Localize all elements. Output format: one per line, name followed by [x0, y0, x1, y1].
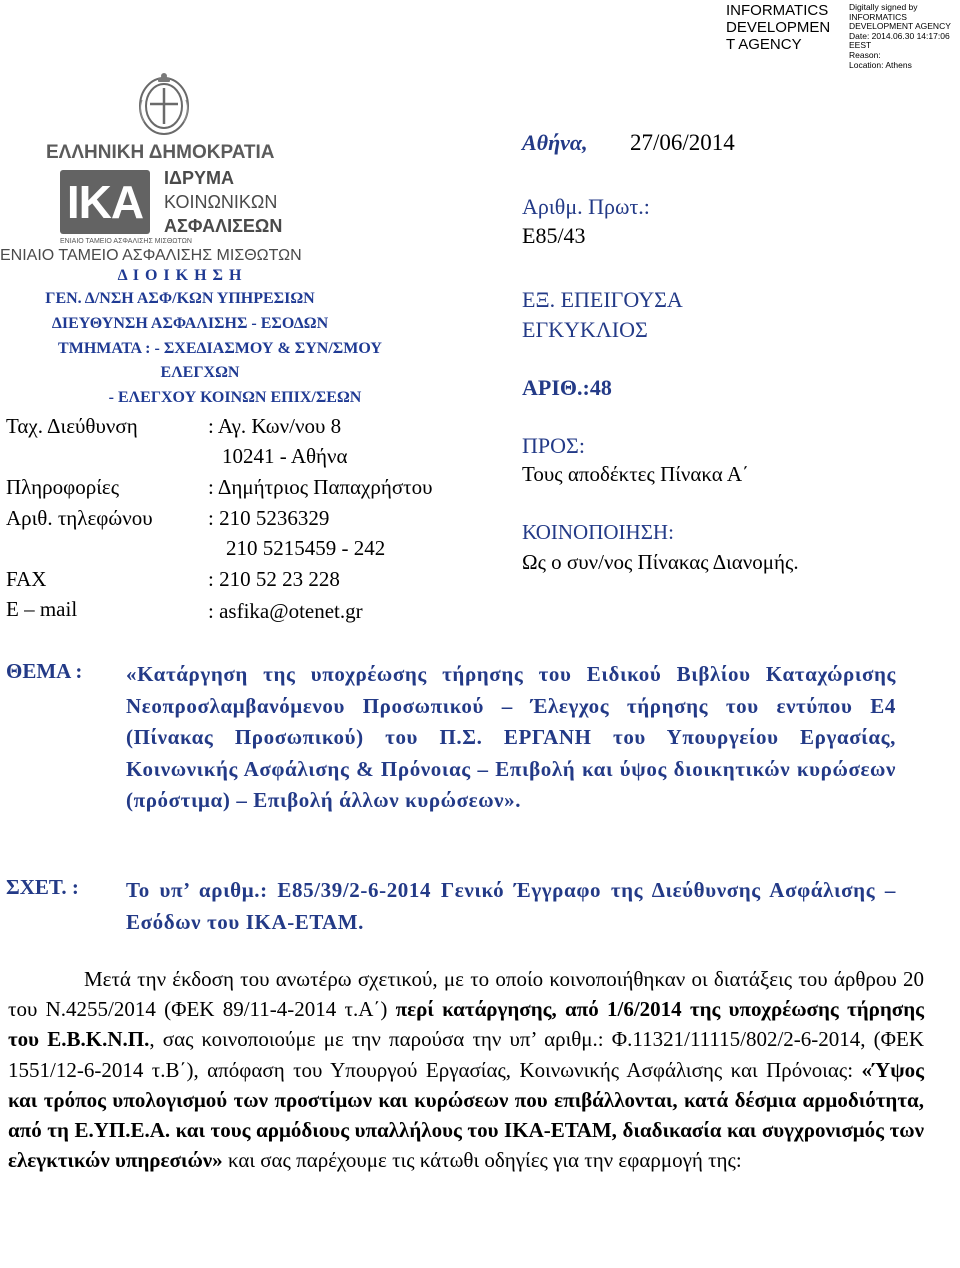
- signature-organization: [726, 2, 846, 53]
- address-label: Ταχ. Διεύθυνση: [6, 414, 138, 438]
- ika-logo-subtitle: ΕΝΙΑΙΟ ΤΑΜΕΙΟ ΑΣΦΑΛΙΣΗΣ ΜΙΣΘΩΤΩΝ: [60, 238, 192, 245]
- phone-value: : 210 5236329: [208, 506, 330, 530]
- protocol-label: Αριθμ. Πρωτ.:: [522, 194, 650, 219]
- logo-republic-text: ΕΛΛΗΝΙΚΗ ΔΗΜΟΚΡΑΤΙΑ: [46, 142, 275, 163]
- signature-detail-line: Date: 2014.06.30 14:17:06: [849, 30, 950, 41]
- ika-logo-letters: IKA: [66, 176, 144, 228]
- recipients-value: Τους αποδέκτες Πίνακα Α΄: [522, 462, 750, 486]
- fax-label: FAX: [6, 567, 47, 591]
- header-directorate: ΔΙΕΥΘΥΝΣΗ ΑΣΦΑΛΙΣΗΣ - ΕΣΟΔΩΝ: [51, 315, 329, 332]
- logo-idryma-text: ΙΔΡΥΜΑ: [164, 168, 234, 188]
- signature-detail-line: Reason:: [849, 49, 881, 60]
- recipients-label: ΠΡΟΣ:: [522, 433, 585, 458]
- signature-org-line: T AGENCY: [726, 36, 802, 53]
- notification-label: ΚΟΙΝΟΠΟΙΗΣΗ:: [522, 520, 674, 544]
- signature-detail-line: DEVELOPMENT AGENCY: [849, 21, 951, 32]
- body-text: Μετά την έκδοση του ανωτέρω σχετικού, με το οποίο κοινοποιήθηκαν οι διατάξεις του άρθρου 20 του Ν.4255/2014 (ΦΕΚ 89/11-4-2014 τ.Α΄): [8, 967, 924, 1022]
- notification-value: Ως ο συν/νος Πίνακας Διανομής.: [522, 550, 799, 574]
- logo-entity-text: ΕΝΙΑΙΟ ΤΑΜΕΙΟ ΑΣΦΑΛΙΣΗΣ ΜΙΣΘΩΤΩΝ: [0, 247, 302, 264]
- signature-detail-line: EEST: [849, 40, 872, 51]
- body-paragraph: [8, 964, 924, 1175]
- ika-logo-mark: [60, 170, 150, 234]
- subject-label: ΘΕΜΑ :: [6, 659, 83, 683]
- circular-label: ΕΓΚΥΚΛΙΟΣ: [522, 317, 648, 342]
- contact-person-value: : Δημήτριος Παπαχρήστου: [208, 475, 433, 499]
- protocol-number: Ε85/43: [522, 223, 586, 248]
- logo-koinonikon-text: ΚΟΙΝΩΝΙΚΩΝ: [164, 192, 278, 212]
- signature-detail-line: Location: Athens: [849, 59, 912, 70]
- header-administration: Δ Ι Ο Ι Κ Η Σ Η: [117, 267, 243, 284]
- phone-label: Αριθ. τηλεφώνου: [6, 506, 153, 530]
- contact-person-label: Πληροφορίες: [6, 475, 120, 499]
- header-general-directorate: ΓΕΝ. Δ/ΝΣΗ ΑΣΦ/ΚΩΝ ΥΠΗΡΕΣΙΩΝ: [45, 290, 315, 307]
- body-text: και σας παρέχουμε τις κάτωθι οδηγίες για την εφαρμογή της:: [222, 1148, 742, 1173]
- address-value: : Αγ. Κων/νου 8: [208, 414, 342, 438]
- signature-detail-line: INFORMATICS: [849, 11, 907, 22]
- document-date: 27/06/2014: [630, 130, 735, 155]
- subject-text: «Κατάργηση της υποχρέωσης τήρησης του Ειδικού Βιβλίου Καταχώρισης Νεοπροσλαμβανόμενου Προσωπικού – Έλεγχος τήρησης του εντύπου Ε4 (Πίνακας Προσωπικού) του Π.Σ. ΕΡΓΑΝΗ του Υπουργείου Εργασίας, Κοινωνικής Ασφάλισης & Πρόνοιας – Επιβολή και ύψος διοικητικών κυρώσεων (πρόστιμα) – Επιβολή άλλων κυρώσεων».: [126, 662, 896, 812]
- logo-asfaliseon-text: ΑΣΦΑΛΙΣΕΩΝ: [164, 216, 283, 236]
- body-bold-text: περί κατάργησης, από 1/6/2014 της υποχρέωσης τήρησης του Ε.Β.Κ.Ν.Π.: [8, 997, 924, 1052]
- body-text: , σας κοινοποιούμε με την παρούσα την υπ’ αριθμ.: Φ.11321/11115/802/2-6-2014, (ΦΕΚ 1551/12-6-2014 τ.Β΄), απόφαση του Υπουργού Εργασίας, Κοινωνικής Ασφάλισης και Πρόνοιας:: [8, 1027, 925, 1082]
- body-bold-text: «Ύψος και τρόπος υπολογισμού των προστίμων και κυρώσεων που επιβάλλονται, κατά δέσμια αρμοδιότητα, από τη Ε.ΥΠ.Ε.Α. και τους αρμόδιους υπαλλήλους του ΙΚΑ-ΕΤΑΜ, διαδικασία και συγχρονισμός των ελεγκτικών υπηρεσιών»: [8, 1057, 924, 1173]
- circular-number: ΑΡΙΘ.:48: [522, 375, 612, 400]
- email-label: E – mail: [6, 597, 78, 621]
- signature-org-line: INFORMATICS: [726, 2, 829, 19]
- signature-details: [849, 3, 960, 70]
- signature-detail-line: Digitally signed by: [849, 2, 918, 12]
- reference-label: ΣΧΕΤ. :: [6, 875, 79, 899]
- phone-value-2: 210 5215459 - 242: [226, 536, 386, 560]
- greek-coat-of-arms-icon: [134, 70, 194, 138]
- urgent-label: ΕΞ. ΕΠΕΙΓΟΥΣΑ: [522, 287, 683, 312]
- address-city: 10241 - Αθήνα: [222, 444, 348, 468]
- signature-org-line: DEVELOPMEN: [726, 19, 831, 36]
- header-business-control: - ΕΛΕΓΧΟΥ ΚΟΙΝΩΝ ΕΠΙΧ/ΣΕΩΝ: [108, 389, 362, 406]
- reference-text: Το υπ’ αριθμ.: Ε85/39/2-6-2014 Γενικό Έγγραφο της Διεύθυνσης Ασφάλισης – Εσόδων του ΙΚΑ-ΕΤΑΜ.: [126, 878, 896, 934]
- header-departments: ΤΜΗΜΑΤΑ : - ΣΧΕΔΙΑΣΜΟΥ & ΣΥΝ/ΣΜΟΥ: [58, 340, 382, 357]
- ika-logo-block: [0, 70, 360, 270]
- digital-signature-stamp: [726, 2, 960, 68]
- fax-value: : 210 52 23 228: [208, 567, 340, 591]
- header-controls: ΕΛΕΓΧΩΝ: [160, 364, 240, 381]
- document-city: Αθήνα,: [522, 130, 588, 155]
- email-value: : asfika@otenet.gr: [208, 599, 363, 623]
